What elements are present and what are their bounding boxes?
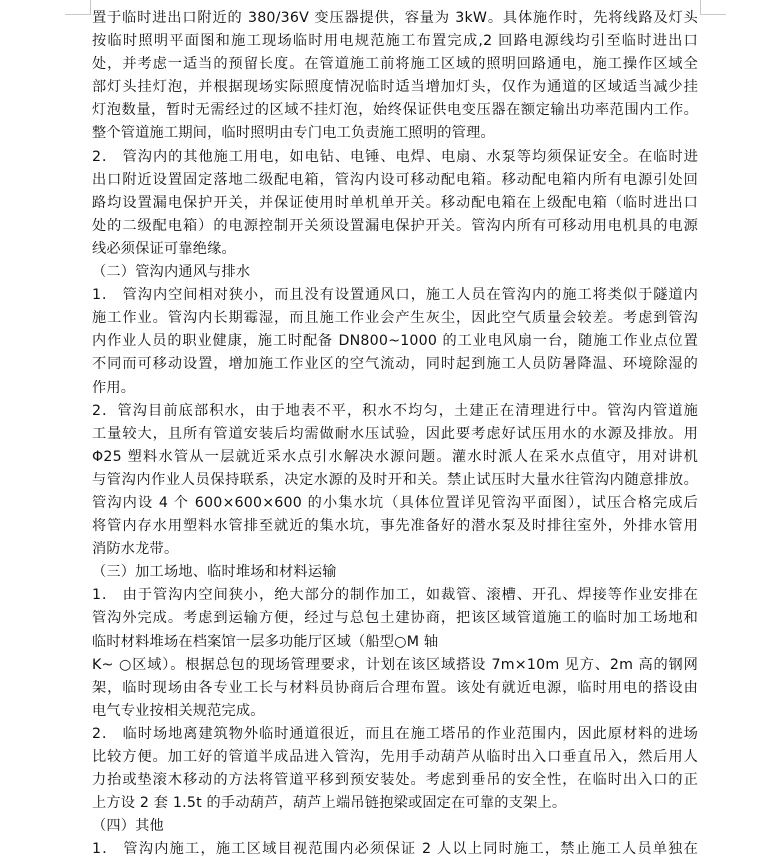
paragraph-line: 架，临时现场由各专业工长与材料员协商后合理布置。该处有就近电源，临时用电的搭设由 <box>92 679 698 696</box>
paragraph-line: 电气专业按相关规范完成。 <box>92 702 265 719</box>
paragraph-line: 不同而可移动设置，增加施工作业区的空气流动，同时起到施工人员防暑降温、环境除湿的 <box>92 356 698 373</box>
paragraph <box>92 284 698 399</box>
paragraph <box>92 838 698 861</box>
paragraph-line: 管沟内设 4 个 600×600×600 的小集水坑（具体位置详见管沟平面图），试压合格完成后 <box>92 494 698 511</box>
paragraph-line: 路均设置漏电保护开关，并保证使用时单机单开关。移动配电箱在上级配电箱（临时进出口 <box>92 194 698 211</box>
paragraph <box>92 584 698 723</box>
paragraph-line: 1． 管沟内空间相对狭小，而且没有设置通风口，施工人员在管沟内的施工将类似于隧道内 <box>92 287 698 304</box>
paragraph <box>92 146 698 261</box>
paragraph-line: 比较方便。加工好的管道半成品进入管沟，先用手动葫芦从临时出入口垂直吊入，然后用人 <box>92 749 698 765</box>
section-heading <box>92 815 698 838</box>
paragraph-line: 出口附近设置固定落地二级配电箱，管沟内设可移动配电箱。移动配电箱内所有电源引处回 <box>92 171 698 188</box>
paragraph <box>92 723 698 815</box>
paragraph-line: 消防水龙带。 <box>92 541 179 558</box>
paragraph-line: 整个管道施工期间，临时照明由专门电工负责施工照明的管理。 <box>92 125 495 142</box>
section-heading <box>92 261 698 284</box>
paragraph <box>92 400 698 562</box>
section-heading <box>92 561 698 584</box>
paragraph-line: 管沟外完成。考虑到运输方便，经过与总包土建协商，把该区域管道施工的临时加工场地和 <box>92 610 698 627</box>
heading-text: （三）加工场地、临时堆场和材料运输 <box>92 564 337 581</box>
document-page-body <box>92 7 698 861</box>
paragraph-line: 1． 管沟内施工，施工区域目视范围内必须保证 2 人以上同时施工，禁止施工人员单独在 <box>92 841 698 858</box>
paragraph-line: 1． 由于管沟内空间狭小，绝大部分的制作加工，如裁管、滚槽、开孔、焊接等作业安排在 <box>92 587 698 604</box>
paragraph-line: 与管沟内作业人员保持联系，决定水源的及时开和关。禁止试压时大量水往管沟内随意排放。 <box>92 471 698 488</box>
paragraph-line: 2． 临时场地离建筑物外临时通道很近，而且在施工塔吊的作业范围内，因此原材料的进场 <box>92 725 698 742</box>
page-corner-mark-top-right <box>700 0 726 15</box>
paragraph-line: 2． 管沟内的其他施工用电，如电钻、电锤、电焊、电扇、水泵等均须保证安全。在临时进 <box>92 148 698 165</box>
heading-text: （四）其他 <box>92 818 164 835</box>
page-corner-mark-top-left <box>65 0 91 15</box>
paragraph-line: 部灯头挂灯泡，并根据现场实际照度情况临时适当增加灯头，仅作为通道的区域适当减少挂 <box>92 79 698 96</box>
paragraph-line: K~ ○区域）。根据总包的现场管理要求，计划在该区域搭设 7m×10m 见方、2m 高的钢网 <box>92 656 698 673</box>
paragraph-line: 内作业人员的职业健康，施工时配备 DN800~1000 的工业电风扇一台，随施工作业点位置 <box>92 333 698 350</box>
paragraph-line: 线必须保证可靠绝缘。 <box>92 240 236 257</box>
paragraph <box>92 7 698 146</box>
paragraph-line: 力抬或垫滚木移动的方法将管道平移到预安装处。考虑到垂吊的安全性，在临时出入口的正 <box>92 772 698 789</box>
paragraph-line: 将管内存水用塑料水管排至就近的集水坑，事先准备好的潜水泵及时排往室外，外排水管用 <box>92 518 698 535</box>
paragraph-line: 置于临时进出口附近的 380/36V 变压器提供，容量为 3kW。具体施作时，先将线路及灯头 <box>92 10 698 26</box>
paragraph-line: 按临时照明平面图和施工现场临时用电规范施工布置完成,2 回路电源线均引至临时进出口 <box>92 33 698 50</box>
paragraph-line: 上方设 2 套 1.5t 的手动葫芦，葫芦上端吊链抱梁或固定在可靠的支架上。 <box>92 795 567 812</box>
paragraph-line: 作用。 <box>92 379 136 396</box>
paragraph-line: 灯泡数量，暂时无需经过的区域不挂灯泡，始终保证供电变压器在额定输出功率范围内工作。 <box>92 102 698 119</box>
paragraph-line: Φ25 塑料水管从一层就近采水点引水解决水源问题。灌水时派人在采水点值守，用对讲机 <box>92 448 698 465</box>
paragraph-line: 2．管沟目前底部积水，由于地表不平，积水不均匀，土建正在清理进行中。管沟内管道施 <box>92 402 698 419</box>
paragraph-line: 施工作业。管沟内长期霉湿，而且施工作业会产生灰尘，因此空气质量会较差。考虑到管沟 <box>92 310 698 327</box>
paragraph-line: 处的二级配电箱）的电源控制开关须设置漏电保护开关。管沟内所有可移动用电机具的电源 <box>92 217 698 234</box>
heading-text: （二）管沟内通风与排水 <box>92 264 251 281</box>
paragraph-line: 处，并考虑一适当的预留长度。在管道施工前将施工区域的照明回路通电，施工操作区域全 <box>92 56 698 73</box>
paragraph-line: 工量较大，且所有管道安装后均需做耐水压试验，因此要考虑好试压用水的水源及排放。用 <box>92 425 698 442</box>
paragraph-line: 临时材料堆场在档案馆一层多功能厅区域（船型○M 轴 <box>92 633 439 650</box>
